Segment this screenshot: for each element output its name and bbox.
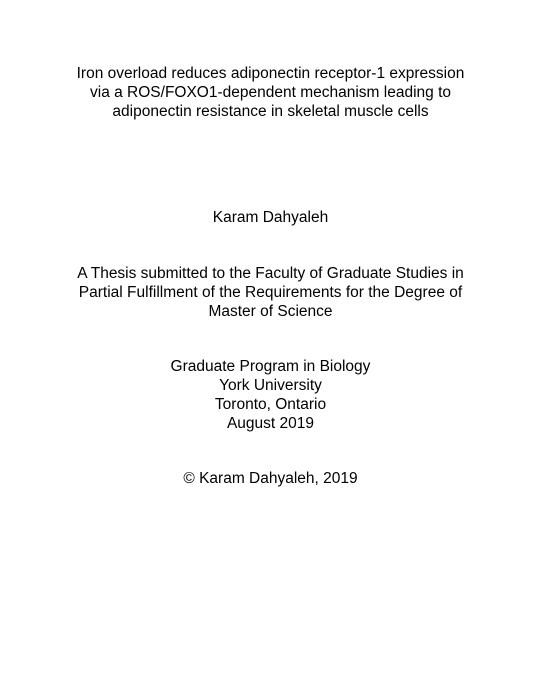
thesis-title [0,64,541,121]
location: Toronto, Ontario [214,396,327,413]
thesis-line-2: Partial Fulfillment of the Requirements for the Degree of [78,284,463,301]
title-line-3: adiponectin resistance in skeletal muscle cells [112,103,429,120]
title-line-1: Iron overload reduces adiponectin receptor-1 expression [76,65,465,82]
author-name [0,208,541,227]
copyright-notice [0,469,541,488]
thesis-line-3: Master of Science [208,303,333,320]
university-name: York University [219,377,322,394]
author-line: Karam Dahyaleh [212,209,329,226]
submission-date: August 2019 [226,415,315,432]
thesis-line-1: A Thesis submitted to the Faculty of Graduate Studies in [77,265,464,282]
thesis-statement [0,264,541,321]
title-line-2: via a ROS/FOXO1-dependent mechanism leading to [90,84,451,101]
program-name: Graduate Program in Biology [170,358,371,375]
copyright-line: © Karam Dahyaleh, 2019 [183,470,358,487]
program-info [0,357,541,433]
